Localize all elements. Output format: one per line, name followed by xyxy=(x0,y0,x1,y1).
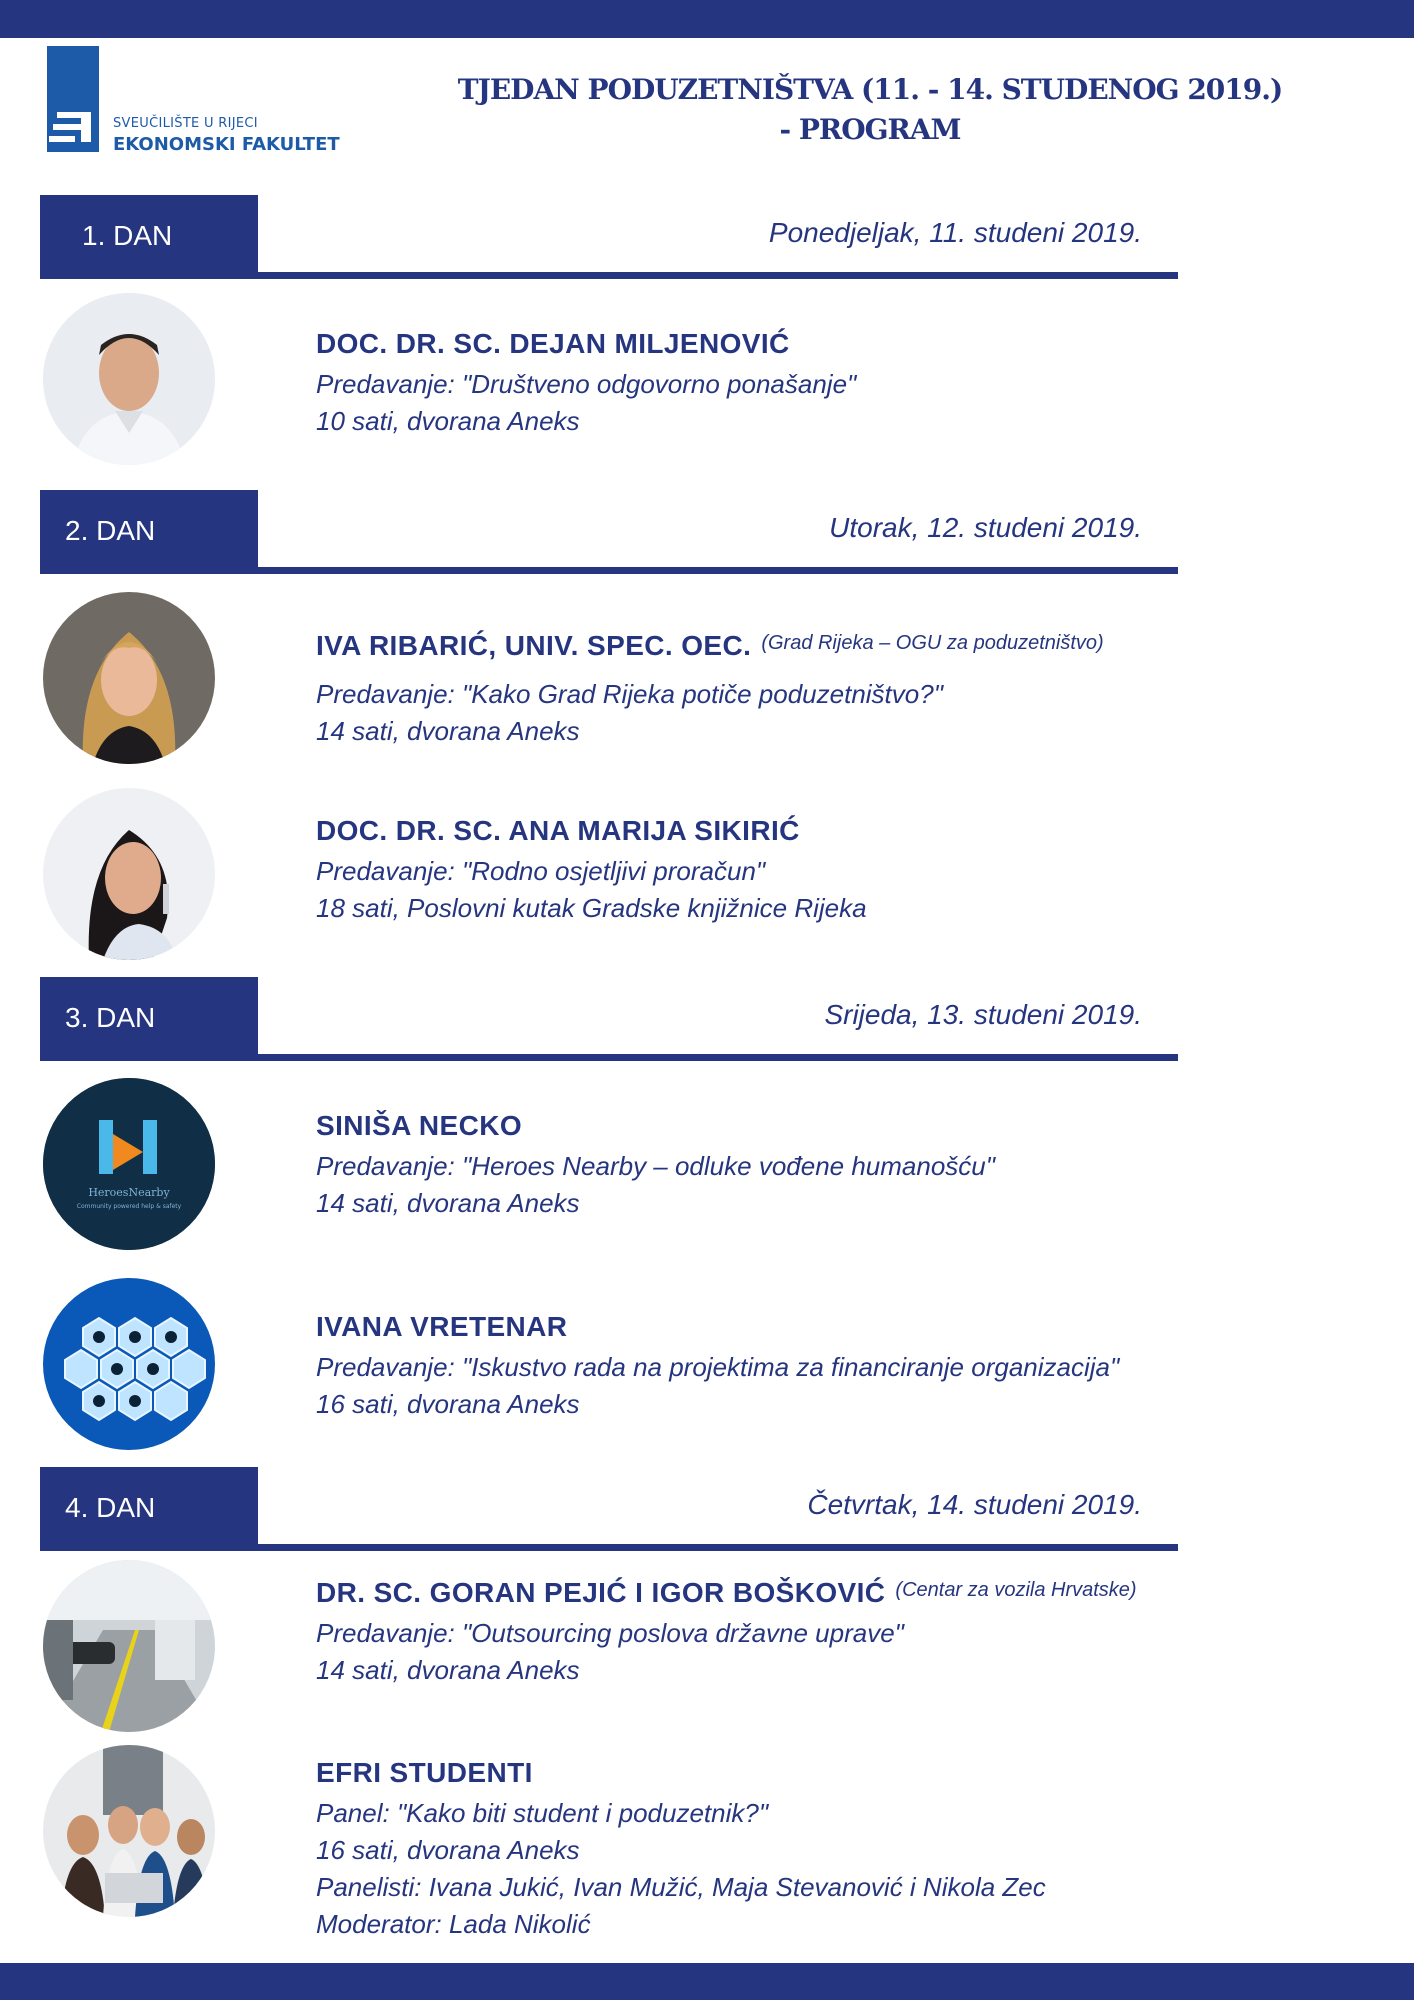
day-header-4 xyxy=(40,1467,1178,1551)
speaker-name: DOC. DR. SC. DEJAN MILJENOVIĆ xyxy=(316,328,790,359)
heroes-nearby-name: HeroesNearby xyxy=(88,1186,170,1199)
speaker-organization: (Grad Rijeka – OGU za poduzetništvo) xyxy=(761,632,1104,654)
divider xyxy=(40,1054,1178,1061)
lecture-time: 14 sati, dvorana Aneks xyxy=(316,716,580,746)
divider xyxy=(40,1544,1178,1551)
speaker-name: IVA RIBARIĆ, UNIV. SPEC. OEC. $^{(Grad Rijeka - OGU za poduzetništvo)}$ xyxy=(316,630,1104,661)
bottom-band xyxy=(0,1963,1414,2000)
divider xyxy=(40,567,1178,574)
lecture-time: 16 sati, dvorana Aneks xyxy=(316,1389,580,1419)
panelists: Panelisti: Ivana Jukić, Ivan Mužić, Maja Stevanović i Nikola Zec xyxy=(316,1872,1046,1902)
speaker-photo xyxy=(43,788,215,960)
lecture-time: 18 sati, Poslovni kutak Gradske knjižnice Rijeka xyxy=(316,893,867,923)
panel-time: 16 sati, dvorana Aneks xyxy=(316,1835,580,1865)
students-photo xyxy=(43,1745,215,1917)
title-line-2: - PROGRAM xyxy=(779,113,961,146)
speaker-entry xyxy=(316,1757,1216,1943)
day-date: Četvrtak, 14. studeni 2019. xyxy=(807,1489,1142,1520)
speaker-name: DR. SC. GORAN PEJIĆ I IGOR BOŠKOVIĆ $^{(Centar za vozila Hrvatske)}$ xyxy=(316,1577,1137,1608)
speaker-organization: (Centar za vozila Hrvatske) xyxy=(895,1579,1137,1601)
lecture-title: Predavanje: "Društveno odgovorno ponašanje" xyxy=(316,369,857,399)
day-tab xyxy=(40,490,258,574)
lecture-time: 14 sati, dvorana Aneks xyxy=(316,1188,580,1218)
speaker-entry xyxy=(316,1577,1216,1689)
lecture-time: 10 sati, dvorana Aneks xyxy=(316,406,580,436)
divider xyxy=(40,272,1178,279)
day-label: 3. DAN xyxy=(65,1002,156,1033)
lecture-title: Predavanje: "Heroes Nearby – odluke vođene humanošću" xyxy=(316,1151,995,1181)
hexagon-tech-image xyxy=(43,1278,215,1450)
heroes-nearby-logo xyxy=(43,1078,215,1250)
university-name: SVEUČILIŠTE U RIJECI xyxy=(113,116,258,131)
day-tab xyxy=(40,977,258,1061)
speaker-entry xyxy=(316,815,1216,927)
lecture-title: Predavanje: "Iskustvo rada na projektima za financiranje organizacija" xyxy=(316,1352,1120,1382)
lecture-title: Predavanje: "Rodno osjetljivi proračun" xyxy=(316,856,766,886)
day-date: Ponedjeljak, 11. studeni 2019. xyxy=(768,217,1142,248)
panel-title: Panel: "Kako biti student i poduzetnik?" xyxy=(316,1798,769,1828)
top-band xyxy=(0,0,1414,38)
heroes-nearby-tagline: Community powered help & safety xyxy=(76,1203,182,1210)
day-header-2 xyxy=(40,490,1178,574)
lecture-time: 14 sati, dvorana Aneks xyxy=(316,1655,580,1685)
moderator: Moderator: Lada Nikolić xyxy=(316,1909,591,1939)
vehicle-inspection-photo xyxy=(43,1560,215,1732)
lecture-title: Predavanje: "Kako Grad Rijeka potiče poduzetništvo?" xyxy=(316,679,943,709)
day-label: 2. DAN xyxy=(65,515,156,546)
speaker-photo xyxy=(43,293,215,465)
speaker-name: IVANA VRETENAR xyxy=(316,1311,568,1342)
day-label: 1. DAN xyxy=(82,220,173,251)
day-header-3 xyxy=(40,977,1178,1061)
title-line-1: TJEDAN PODUZETNIŠTVA (11. - 14. STUDENOG 2019.) xyxy=(457,73,1283,106)
speaker-name: SINIŠA NECKO xyxy=(316,1110,523,1141)
day-date: Utorak, 12. studeni 2019. xyxy=(829,512,1142,543)
faculty-name: EKONOMSKI FAKULTET xyxy=(113,134,340,155)
page-title xyxy=(430,70,1310,150)
faculty-logo-icon xyxy=(47,46,99,152)
lecture-title: Predavanje: "Outsourcing poslova državne uprave" xyxy=(316,1618,904,1648)
day-header-1 xyxy=(40,195,1178,279)
speaker-photo xyxy=(43,592,215,764)
speaker-entry xyxy=(316,328,1216,440)
speaker-entry xyxy=(316,1110,1216,1222)
speaker-entry xyxy=(316,630,1216,750)
speaker-name: DOC. DR. SC. ANA MARIJA SIKIRIĆ xyxy=(316,815,800,846)
speaker-name: EFRI STUDENTI xyxy=(316,1757,533,1788)
day-tab xyxy=(40,195,258,279)
day-tab xyxy=(40,1467,258,1551)
day-date: Srijeda, 13. studeni 2019. xyxy=(824,999,1142,1030)
day-label: 4. DAN xyxy=(65,1492,156,1523)
speaker-entry xyxy=(316,1311,1216,1423)
